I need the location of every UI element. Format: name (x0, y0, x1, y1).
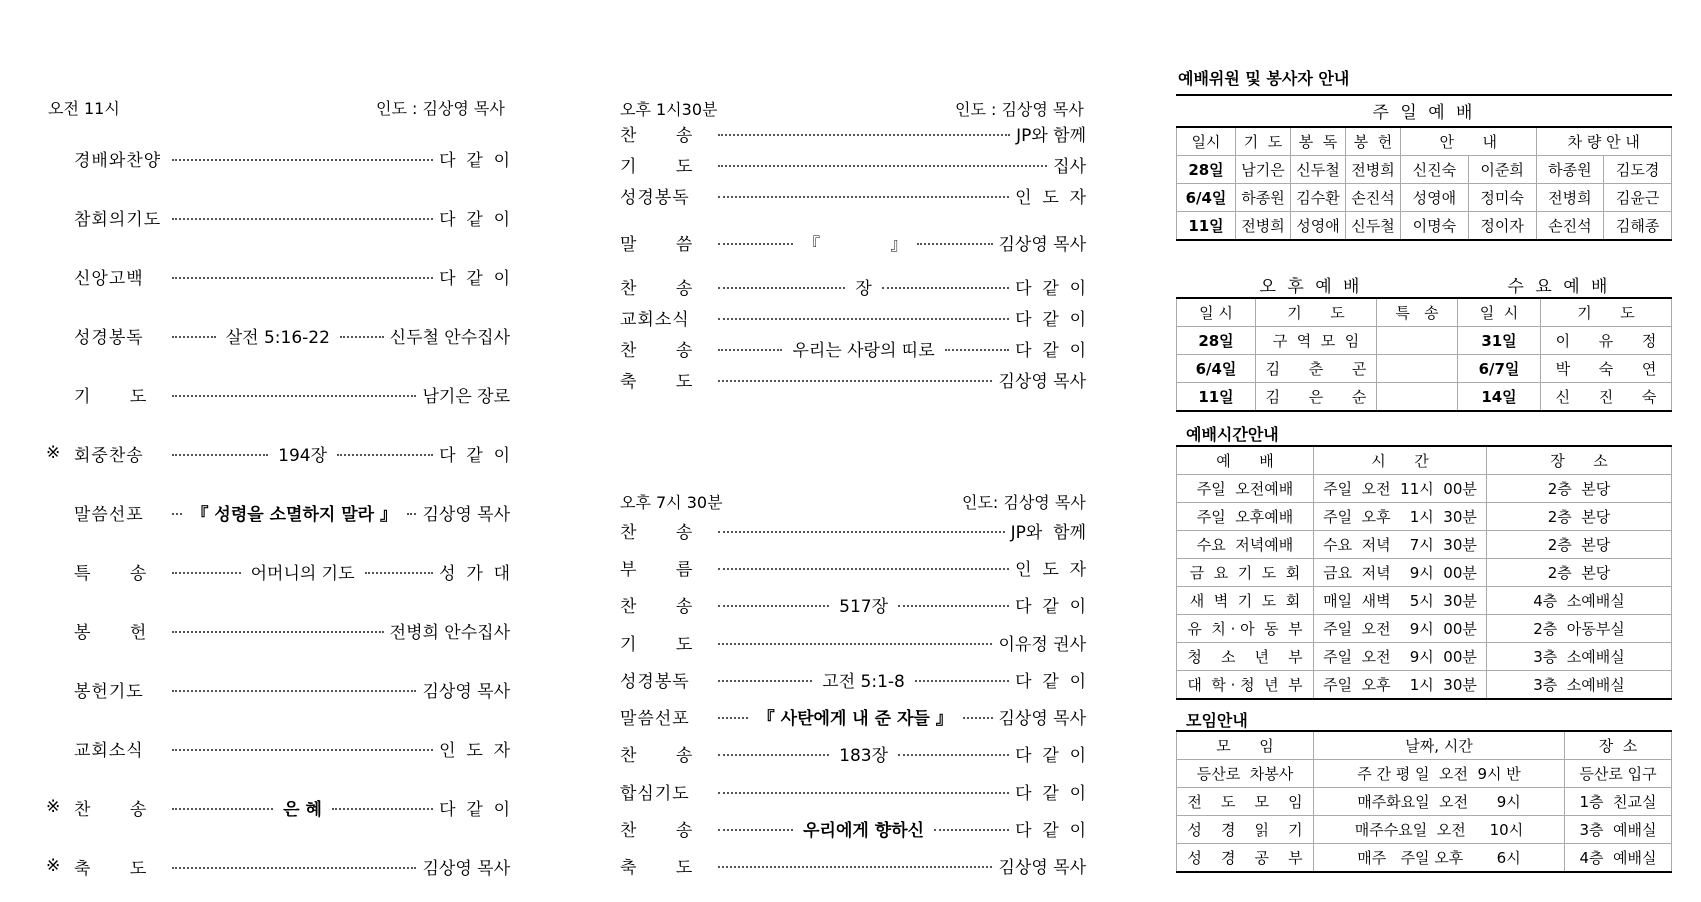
leader-dots (718, 866, 992, 868)
leader-dots (172, 277, 433, 279)
item-label: 교회소식 (620, 309, 690, 330)
cell: 3층 예배실 (1565, 816, 1672, 844)
leader-dots (172, 454, 268, 456)
item-label: 합심기도 (620, 783, 690, 804)
leader-dots (882, 287, 1009, 289)
order-item (620, 741, 1086, 765)
order-item (74, 736, 510, 760)
cell: 11일 (1177, 383, 1256, 412)
item-person: 다 같 이 (1015, 671, 1087, 692)
cell: 대 학 · 청 년 부 (1177, 671, 1314, 700)
item-detail: 『 사탄에게 내 준 자들 』 (757, 708, 953, 729)
times-title: 예배시간안내 (1186, 425, 1279, 444)
cell: 손진석 (1346, 184, 1401, 212)
table-row (1177, 559, 1672, 587)
item-person: 인 도 자 (1015, 187, 1086, 208)
order-item (74, 205, 510, 229)
item-person: JP와 함께 (1010, 522, 1086, 543)
table-row (1177, 671, 1672, 700)
item-person: 다 같 이 (1015, 309, 1086, 330)
cell: 유 치 · 아 동 부 (1177, 615, 1314, 643)
cell: 이명숙 (1401, 212, 1469, 241)
cell: 정미숙 (1468, 184, 1536, 212)
cell: 남기은 (1236, 156, 1291, 184)
item-label: 성경봉독 (74, 327, 144, 348)
item-person: 이유정 권사 (998, 634, 1086, 655)
leader-dots (718, 380, 992, 382)
leader-dots (337, 454, 433, 456)
order-item (620, 630, 1086, 654)
order-item (620, 555, 1086, 579)
item-detail: 194장 (278, 445, 327, 466)
item-label: 찬 송 (620, 596, 694, 617)
morning-leader: 인도 : 김상영 목사 (376, 99, 505, 118)
leader-dots (718, 243, 793, 245)
order-item (620, 305, 1086, 329)
item-person: 다 같 이 (1015, 745, 1087, 766)
table-row (1177, 760, 1672, 788)
cell: 박 숙 연 (1541, 355, 1672, 383)
leader-dots (718, 531, 1005, 533)
cell: 주일 오전 9시 00분 (1314, 615, 1487, 643)
item-label: 신앙고백 (74, 268, 144, 289)
th-meeting: 모 임 (1177, 731, 1314, 760)
cell: 이준희 (1468, 156, 1536, 184)
cell: 주일 오전 9시 00분 (1314, 643, 1487, 671)
leader-dots (172, 572, 241, 574)
order-item (74, 500, 510, 524)
item-person: 성 가 대 (439, 563, 511, 584)
cell: 4층 소예배실 (1487, 587, 1672, 615)
table-row (1177, 587, 1672, 615)
leader-dots (172, 749, 433, 751)
cell: 2층 본당 (1487, 475, 1672, 503)
order-item (74, 677, 510, 701)
th-pm-date: 일 시 (1177, 298, 1256, 327)
item-person: JP와 함께 (1016, 125, 1086, 146)
cell: 김 춘 곤 (1256, 355, 1377, 383)
item-person: 신두철 안수집사 (389, 327, 510, 348)
th-datetime: 날짜, 시간 (1314, 731, 1565, 760)
leader-dots (718, 605, 829, 607)
th-vehicle: 차 량 안 내 (1536, 127, 1672, 156)
cell: 신진숙 (1401, 156, 1469, 184)
item-person: 집사 (1053, 156, 1086, 177)
cell: 구 역 모 임 (1256, 327, 1377, 355)
order-item (74, 323, 510, 347)
item-detail: 『 』 (803, 234, 908, 255)
item-label: 참회의기도 (74, 209, 162, 230)
cell: 성 경 읽 기 (1177, 816, 1314, 844)
item-label: 봉헌기도 (74, 681, 144, 702)
morning-time: 오전 11시 (48, 99, 120, 118)
leader-dots (172, 513, 182, 515)
leader-dots (172, 159, 433, 161)
item-label: 부 름 (620, 559, 694, 580)
item-person: 다 같 이 (1015, 340, 1087, 361)
item-label: 찬 송 (74, 799, 148, 820)
evening-time: 오후 7시 30분 (620, 493, 723, 512)
cell: 주일 오전예배 (1177, 475, 1314, 503)
cell: 성영애 (1291, 212, 1346, 241)
leader-dots (365, 572, 434, 574)
cell: 2층 본당 (1487, 531, 1672, 559)
cell: 31일 (1458, 327, 1541, 355)
item-detail: 우리에게 향하신 (803, 820, 924, 841)
item-person: 남기은 장로 (422, 386, 510, 407)
leader-dots (718, 318, 1009, 320)
cell: 등산로 입구 (1565, 760, 1672, 788)
leader-dots (407, 513, 417, 515)
cell: 3층 소예배실 (1487, 643, 1672, 671)
order-item (620, 518, 1086, 542)
cell: 김해종 (1604, 212, 1672, 241)
item-detail: 살전 5:16-22 (225, 327, 330, 348)
cell: 수요 저녁 7시 30분 (1314, 531, 1487, 559)
order-item (620, 230, 1086, 254)
item-label: 축 도 (74, 858, 148, 879)
cell: 하종원 (1236, 184, 1291, 212)
item-label: 찬 송 (620, 278, 694, 299)
order-item (620, 853, 1086, 877)
cell: 새 벽 기 도 회 (1177, 587, 1314, 615)
cell: 28일 (1177, 156, 1236, 184)
item-label: 찬 송 (620, 820, 694, 841)
asterisk-mark: ※ (46, 443, 61, 463)
table-row (1177, 643, 1672, 671)
cell: 2층 본당 (1487, 559, 1672, 587)
leader-dots (340, 336, 384, 338)
table-row (1177, 383, 1672, 412)
order-item (620, 336, 1086, 360)
item-label: 찬 송 (620, 745, 694, 766)
cell: 전병희 (1346, 156, 1401, 184)
leader-dots (172, 808, 273, 810)
order-item (620, 152, 1086, 176)
table-row (1177, 503, 1672, 531)
table-row (1177, 355, 1672, 383)
item-person: 다 같 이 (1015, 783, 1086, 804)
leader-dots (945, 349, 1009, 351)
item-detail: 『 성령을 소멸하지 말라 』 (191, 504, 397, 525)
item-detail: 고전 5:1-8 (822, 671, 905, 692)
item-label: 말 씀 (620, 234, 694, 255)
sunday-caption: 주 일 예 배 (1372, 103, 1476, 123)
times-table (1176, 445, 1672, 700)
cell: 김윤근 (1604, 184, 1672, 212)
item-person: 김상영 목사 (422, 858, 510, 879)
order-item (620, 592, 1086, 616)
th-meeting-place: 장 소 (1565, 731, 1672, 760)
cell: 주 간 평 일 오전 9시 반 (1314, 760, 1565, 788)
leader-dots (718, 349, 782, 351)
cell (1377, 383, 1458, 412)
evening-leader: 인도: 김상영 목사 (962, 493, 1086, 512)
table-row (1177, 615, 1672, 643)
order-item (74, 264, 510, 288)
cell: 6/7일 (1458, 355, 1541, 383)
cell: 1층 친교실 (1565, 788, 1672, 816)
item-label: 봉 헌 (74, 622, 148, 643)
table-row (1177, 475, 1672, 503)
item-label: 성경봉독 (620, 187, 690, 208)
cell: 하종원 (1536, 156, 1604, 184)
item-person: 인 도 자 (439, 740, 510, 761)
table-row (1177, 816, 1672, 844)
th-offering: 봉 헌 (1346, 127, 1401, 156)
cell: 성 경 공 부 (1177, 844, 1314, 873)
leader-dots (718, 792, 1009, 794)
afternoon-leader: 인도 : 김상영 목사 (955, 100, 1084, 119)
item-detail: 우리는 사랑의 띠로 (792, 340, 935, 361)
cell: 4층 예배실 (1565, 844, 1672, 873)
leader-dots (172, 336, 216, 338)
leader-dots (718, 287, 845, 289)
item-person: 김상영 목사 (998, 234, 1087, 255)
cell: 신 진 숙 (1541, 383, 1672, 412)
item-label: 찬 송 (620, 125, 694, 146)
table-row (1177, 844, 1672, 873)
cell: 김수환 (1291, 184, 1346, 212)
order-item (620, 816, 1086, 840)
item-label: 기 도 (74, 386, 148, 407)
order-item (620, 704, 1086, 728)
order-item (46, 854, 510, 879)
item-person: 다 같 이 (439, 268, 510, 289)
item-person: 전병희 안수집사 (389, 622, 510, 643)
cell: 전 도 모 임 (1177, 788, 1314, 816)
leader-dots (172, 218, 433, 220)
item-person: 김상영 목사 (998, 708, 1087, 729)
item-person: 김상영 목사 (998, 371, 1086, 392)
leader-dots (172, 867, 416, 869)
item-label: 교회소식 (74, 740, 144, 761)
cell: 14일 (1458, 383, 1541, 412)
leader-dots (917, 243, 992, 245)
th-place: 장 소 (1487, 446, 1672, 475)
item-person: 다 같 이 (439, 209, 510, 230)
leader-dots (172, 395, 416, 397)
leader-dots (718, 754, 829, 756)
order-item (620, 121, 1086, 145)
item-person: 다 같 이 (1015, 820, 1087, 841)
pm-caption: 오 후 예 배 (1259, 277, 1363, 297)
order-item (620, 367, 1086, 391)
table-row (1177, 531, 1672, 559)
th-prayer: 기 도 (1236, 127, 1291, 156)
pm-wed-table (1176, 297, 1672, 412)
order-item (620, 667, 1086, 691)
item-label: 기 도 (620, 156, 694, 177)
item-person: 다 같 이 (439, 445, 511, 466)
cell: 청 소 년 부 (1177, 643, 1314, 671)
cell: 매일 새벽 5시 30분 (1314, 587, 1487, 615)
th-time: 시 간 (1314, 446, 1487, 475)
leader-dots (718, 717, 748, 719)
cell: 전병희 (1536, 184, 1604, 212)
cell: 김 은 순 (1256, 383, 1377, 412)
cell (1377, 327, 1458, 355)
cell: 6/4일 (1177, 355, 1256, 383)
item-person: 다 같 이 (1015, 278, 1087, 299)
th-wed-date: 일 시 (1458, 298, 1541, 327)
item-label: 특 송 (74, 563, 148, 584)
th-wed-prayer: 기 도 (1541, 298, 1672, 327)
leader-dots (718, 829, 793, 831)
item-label: 성경봉독 (620, 671, 690, 692)
th-special-song: 특 송 (1377, 298, 1458, 327)
cell: 정이자 (1468, 212, 1536, 241)
item-detail: 은 혜 (283, 799, 322, 820)
cell: 수요 저녁예배 (1177, 531, 1314, 559)
item-detail: 183장 (839, 745, 888, 766)
cell: 금요 저녁 9시 00분 (1314, 559, 1487, 587)
leader-dots (718, 196, 1009, 198)
cell: 금 요 기 도 회 (1177, 559, 1314, 587)
cell: 매주 주일 오후 6시 (1314, 844, 1565, 873)
cell: 성영애 (1401, 184, 1469, 212)
meetings-title: 모임안내 (1186, 711, 1248, 730)
cell: 김도경 (1604, 156, 1672, 184)
cell: 매주화요일 오전 9시 (1314, 788, 1565, 816)
leader-dots (172, 631, 384, 633)
item-label: 찬 송 (620, 522, 694, 543)
item-person: 인 도 자 (1015, 559, 1086, 580)
cell: 11일 (1177, 212, 1236, 241)
order-item (46, 441, 511, 466)
cell: 주일 오후예배 (1177, 503, 1314, 531)
leader-dots (898, 605, 1009, 607)
leader-dots (172, 690, 416, 692)
order-item (74, 618, 510, 642)
table-row (1177, 327, 1672, 355)
cell: 등산로 차봉사 (1177, 760, 1314, 788)
cell: 매주수요일 오전 10시 (1314, 816, 1565, 844)
cell: 이 유 정 (1541, 327, 1672, 355)
table-row (1177, 788, 1672, 816)
servers-title: 예배위원 및 봉사자 안내 (1178, 69, 1350, 88)
leader-dots (718, 134, 1010, 136)
th-service: 예 배 (1177, 446, 1314, 475)
item-label: 말씀선포 (620, 708, 690, 729)
item-label: 축 도 (620, 371, 694, 392)
order-item (74, 382, 510, 406)
leader-dots (898, 754, 1009, 756)
order-item (46, 795, 510, 820)
cell (1377, 355, 1458, 383)
leader-dots (915, 680, 1009, 682)
th-guide: 안 내 (1401, 127, 1537, 156)
order-item (620, 274, 1086, 298)
table-row (1177, 212, 1672, 241)
asterisk-mark: ※ (46, 856, 61, 876)
order-item (74, 146, 510, 170)
cell: 신두철 (1291, 156, 1346, 184)
order-item (620, 779, 1086, 803)
leader-dots (718, 643, 992, 645)
cell: 2층 아동부실 (1487, 615, 1672, 643)
cell: 3층 소예배실 (1487, 671, 1672, 700)
cell: 28일 (1177, 327, 1256, 355)
meetings-table (1176, 730, 1672, 873)
wed-caption: 수 요 예 배 (1507, 277, 1611, 297)
th-pm-prayer: 기 도 (1256, 298, 1377, 327)
item-person: 김상영 목사 (998, 857, 1086, 878)
leader-dots (718, 680, 812, 682)
cell: 2층 본당 (1487, 503, 1672, 531)
leader-dots (718, 165, 1047, 167)
cell: 주일 오후 1시 30분 (1314, 503, 1487, 531)
cell: 6/4일 (1177, 184, 1236, 212)
cell: 주일 오후 1시 30분 (1314, 671, 1487, 700)
th-date: 일시 (1177, 127, 1236, 156)
item-label: 경배와찬양 (74, 150, 162, 171)
item-label: 축 도 (620, 857, 694, 878)
item-person: 다 같 이 (439, 799, 510, 820)
asterisk-mark: ※ (46, 797, 61, 817)
item-label: 기 도 (620, 634, 694, 655)
afternoon-time: 오후 1시30분 (620, 100, 718, 119)
item-detail: 517장 (839, 596, 888, 617)
cell: 신두철 (1346, 212, 1401, 241)
th-reading: 봉 독 (1291, 127, 1346, 156)
servers-table (1176, 126, 1672, 241)
order-item (620, 183, 1086, 207)
item-person: 김상영 목사 (422, 681, 510, 702)
leader-dots (934, 829, 1009, 831)
item-person: 다 같 이 (439, 150, 510, 171)
item-label: 찬 송 (620, 340, 694, 361)
cell: 전병희 (1236, 212, 1291, 241)
item-detail: 장 (855, 278, 872, 299)
item-person: 다 같 이 (1015, 596, 1087, 617)
table-row (1177, 156, 1672, 184)
item-label: 회중찬송 (74, 445, 144, 466)
leader-dots (718, 568, 1009, 570)
item-detail: 어머니의 기도 (250, 563, 355, 584)
cell: 주일 오전 11시 00분 (1314, 475, 1487, 503)
order-item (74, 559, 510, 583)
table-row (1177, 184, 1672, 212)
leader-dots (332, 808, 433, 810)
leader-dots (963, 717, 993, 719)
item-label: 말씀선포 (74, 504, 144, 525)
cell: 손진석 (1536, 212, 1604, 241)
item-person: 김상영 목사 (422, 504, 510, 525)
